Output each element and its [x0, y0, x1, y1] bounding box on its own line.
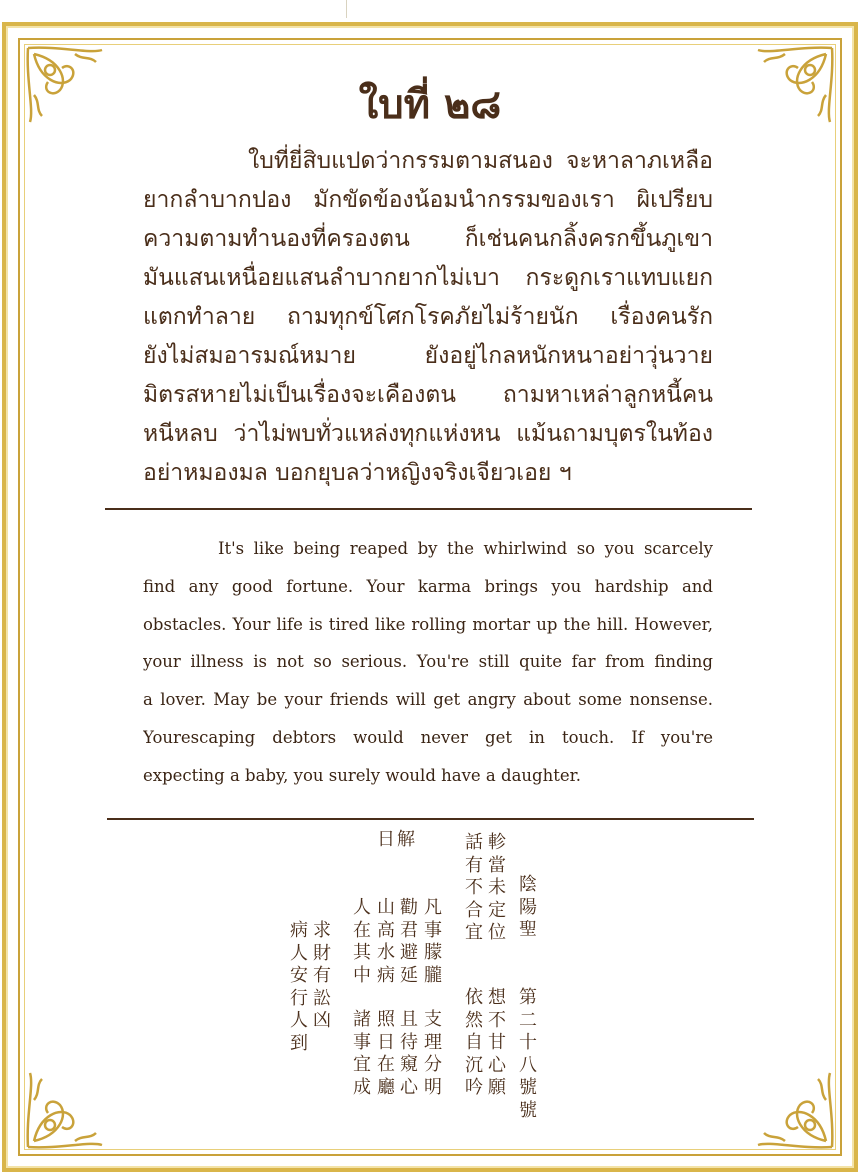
- chinese-column: 支 理 分 明: [424, 1009, 442, 1098]
- chinese-column: 山 高 水 病: [377, 897, 395, 986]
- english-line: It's like being reaped by the whirlwind so you scarcely: [218, 539, 713, 558]
- corner-ornament-icon: [750, 1065, 840, 1155]
- thai-verse-line: ความตามทำนองที่ครองตน ก็เช่นคนกลิ้งครกขึ้นภูเขา: [143, 226, 713, 252]
- chinese-column: 求 財 有 訟 凶: [313, 920, 331, 1031]
- thai-verse: [143, 142, 713, 493]
- thai-verse-line: แตกทำลาย ถามทุกข์โศกโรคภัยไม่ร้ายนัก เรื่องคนรัก: [143, 304, 713, 330]
- chinese-column: 諸 事 宜 成: [353, 1009, 371, 1098]
- thai-verse-line: ยังไม่สมอารมณ์หมาย ยังอยู่ไกลหนักหนาอย่าวุ่นวาย: [143, 343, 713, 369]
- page-title: ใบที่ ๒๘: [358, 82, 502, 128]
- thai-verse-line: อย่าหมองมล บอกยุบลว่าหญิงจริงเจียวเอย ฯ: [143, 460, 572, 486]
- chinese-column: 陰 陽 聖: [519, 874, 537, 940]
- section-divider: [105, 508, 752, 510]
- english-line: find any good fortune. Your karma brings you hardship and: [143, 576, 713, 596]
- top-divider: [346, 0, 347, 18]
- chinese-column: 軫 當 未 定 位: [488, 832, 506, 943]
- thai-verse-line: หนีหลบ ว่าไม่พบทั่วแหล่งทุกแห่งหน แม้นถามบุตรในท้อง: [143, 421, 713, 447]
- chinese-column: 話 有 不 合 宜: [465, 832, 483, 943]
- chinese-column: 勸 君 避 延: [400, 897, 418, 986]
- chinese-column: 想 不 甘 心 願: [488, 987, 506, 1098]
- english-translation: [143, 530, 713, 795]
- thai-verse-line: ยากลำบากปอง มักขัดข้องน้อมนำกรรมของเรา ผิเปรียบ: [143, 187, 713, 213]
- thai-verse-line: มิตรสหายไม่เป็นเรื่องจะเคืองตน ถามหาเหล่าลูกหนี้คน: [143, 382, 713, 408]
- thai-verse-line: ใบที่ยี่สิบแปดว่ากรรมตามสนอง จะหาลาภเหลือ: [248, 148, 713, 174]
- chinese-column: 日解: [377, 829, 417, 850]
- english-line: a lover. May be your friends will get angry about some nonsense.: [143, 690, 713, 710]
- corner-ornament-icon: [20, 1065, 110, 1155]
- chinese-column: 病 人 安 行 人 到: [290, 920, 308, 1054]
- chinese-column: 且 待 窺 心: [400, 1009, 418, 1098]
- english-line: your illness is not so serious. You're still quite far from finding: [143, 652, 713, 672]
- chinese-column: 人 在 其 中: [353, 897, 371, 986]
- chinese-column: 凡 事 朦 朧: [424, 897, 442, 986]
- english-line: expecting a baby, you surely would have a daughter.: [143, 765, 581, 785]
- section-divider: [107, 818, 754, 820]
- thai-verse-line: มันแสนเหนื่อยแสนลำบากยากไม่เบา กระดูกเราแทบแยก: [143, 265, 713, 291]
- english-line: obstacles. Your life is tired like rolling mortar up the hill. However,: [143, 614, 713, 634]
- english-line: Yourescaping debtors would never get in touch. If you're: [143, 727, 713, 747]
- chinese-column: 照 日 在 廳: [377, 1009, 395, 1098]
- chinese-column: 依 然 自 沉 吟: [465, 987, 483, 1098]
- chinese-column: 第 二 十 八 號 號: [519, 987, 537, 1121]
